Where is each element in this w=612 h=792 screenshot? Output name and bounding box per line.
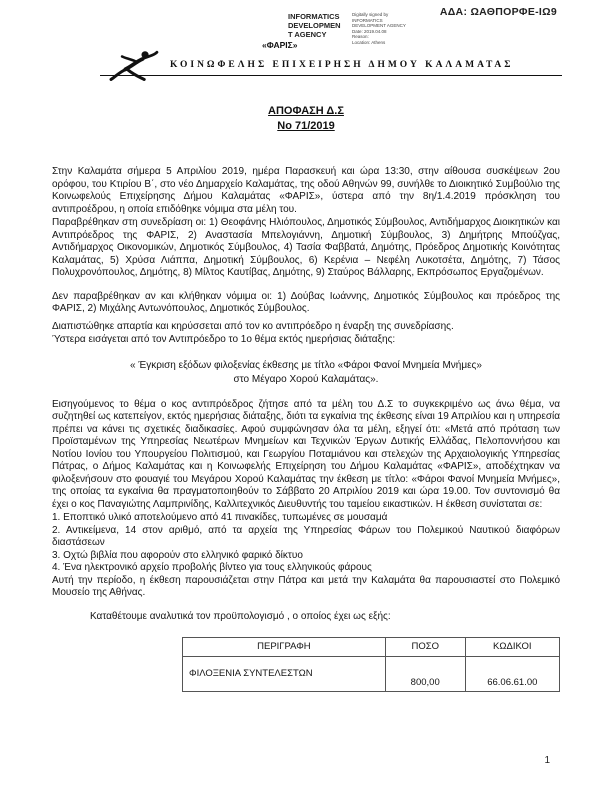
leaping-figure-logo-icon [108, 48, 160, 82]
column-header-amount: ΠΟΣΟ [385, 638, 465, 657]
org-header [100, 46, 562, 76]
stamp-signature-details [352, 12, 422, 45]
cell-description: ΦΙΛΟΞΕΝΙΑ ΣΥΝΤΕΛΕΣΤΩΝ [183, 657, 386, 692]
exhibition-items-list [52, 512, 560, 575]
stamp-agency-name [288, 12, 346, 39]
budget-intro: Καταθέτουμε αναλυτικά τον προϋπολογισμό , ο οποίος έχει ως εξής: [90, 610, 391, 622]
list-item: 1. Εποπτικό υλικό αποτελούμενο από 41 πινακίδες, τυπωμένες σε μουσαμά [52, 512, 388, 523]
decision-number: Νο 71/2019 [277, 120, 335, 132]
paragraph: Παραβρέθηκαν στη συνεδρίαση οι: 1) Θεοφάνης Ηλιόπουλος, Δημοτικός Σύμβουλος, Αντιδήμαρχος Διοικητικών και Αντιπρόεδρος της ΦΑΡΙΣ, 2) Αναστασία Μπελογιάννη, Δημοτική Σύμβουλος, 3) Δημήτρης Μπούζγας, Αντιδήμαρχος Οικονομικών, Δημοτικός Σύμβουλος, 4) Τασία Φαββατά, Δημότης, Πρόεδρος Δημοτικής Κοινότητας Καλαμάτας, 5) Χρύσα Λιάππα, Δημοτική Σύμβουλος, 6) Κερένια – Νεφέλη Λυκοτσέτα, Δημότης, 7) Τάσος Πολυχρονόπουλος, Δημότης, 8) Μίλτος Καυτίβας, Δημότης, 9) Σταύρος Βάλλαρης, Εκπρόσωπος Εργαζομένων. [52, 217, 560, 278]
table-header-row [183, 638, 560, 657]
paragraph: Διαπιστώθηκε απαρτία και κηρύσσεται από τον κο αντιπρόεδρο η έναρξη της συνεδρίασης. [52, 320, 454, 332]
stamp-detail-line: Digitally signed by [352, 12, 389, 17]
paragraph: Ύστερα εισάγεται από τον Αντιπρόεδρο το 1ο θέμα εκτός ημερήσιας διάταξης: [52, 334, 396, 345]
spacer [52, 601, 560, 611]
stamp-detail-line: Location: Athens [352, 39, 386, 45]
stamp-agency-line: DEVELOPMEN [288, 21, 341, 30]
decision-title: ΑΠΟΦΑΣΗ Δ.Σ [268, 105, 344, 117]
document-body [52, 166, 560, 692]
stamp-agency-line: INFORMATICS [288, 12, 340, 21]
spacer [52, 281, 560, 291]
list-item: 4. Ένα ηλεκτρονικό αρχείο προβολής βίντεο για τους ελληνικούς φάρους [52, 562, 372, 573]
paragraph: Στην Καλαμάτα σήμερα 5 Απριλίου 2019, ημέρα Παρασκευή και ώρα 13:30, στην αίθουσα συσκέψεων 2ου ορόφου, του Κτιρίου Β΄, στο νέο Δημαρχείο Καλαμάτας, της οδού Αθηνών 99, συνήλθε το Διοικητικό Συμβούλιο της Κοινωφελούς Επιχείρησης Δήμου Καλαμάτας «ΦΑΡΙΣ», ύστερα από την 8η/1.4.2019 πρόσκληση του αντιπροέδρου, η οποία επιδόθηκε νόμιμα στα μέλη του. [52, 166, 560, 215]
main-paragraph: Εισηγούμενος το θέμα ο κος αντιπρόεδρος ζήτησε από τα μέλη του Δ.Σ το συγκεκριμένο ως άνω θέμα, να συζητηθεί ως κατεπείγον, εκτός ημερήσιας διάταξης, διότι τα εγκαίνια της έκθεσης είναι 19 Απριλίου και η υπηρεσία πρέπει να κάνει τις σχετικές διαδικασίες. Αφού συμφώνησαν όλα τα μέλη, εξηγεί ότι: «Μετά από πρόταση των Προϊσταμένων της Υπηρεσίας Νεωτέρων Μνημείων και Τεχνικών Έργων Δυτικής Ελλάδας, Πελοποννήσου και Νοτίου Ιονίου του Υπουργείου Πολιτισμού, και Γεωργίου Ποταμιάνου και στελεχών της Αρχαιολογικής Υπηρεσίας Πάτρας, ο Δήμος Καλαμάτας και η Κοινωφελής Επιχείρηση του Δήμου Καλαμάτας «ΦΑΡΙΣ», αποδέχτηκαν να φιλοξενήσουν στο φουαγιέ του Μεγάρου Χορού Καλαμάτας την έκθεση με τίτλο: «Φάροι Φανοί Μνημεία Μνήμες», της οποίας τα εγκαίνια θα πραγματοποιηθούν το Σάββατο 20 Απριλίου 2019 και ώρα 19.00. Τον συντονισμό θα έχει ο κος Παναγιώτης Λαμπρινίδης, Καλλιτεχνικός Διευθυντής του ταμείου εικαστικών. Η έκθεση συνίσταται σε: [52, 398, 560, 510]
stamp-detail-line: DEVELOPMENT AGENCY [352, 23, 406, 28]
spacer [52, 348, 560, 358]
ada-code: ΑΔΑ: ΩΑΘΠΟΡΦΕ-ΙΩ9 [439, 6, 557, 18]
header-rule [100, 75, 562, 76]
stamp-detail-line: INFORMATICS [352, 17, 383, 23]
list-item: 2. Αντικείμενα, 14 στον αριθμό, από τα αρχεία της Υπηρεσίας Φάρων του Πολεμικού Ναυτικού διαφόρων διαστάσεων [52, 524, 560, 548]
column-header-codes: ΚΩΔΙΚΟΙ [465, 638, 559, 657]
budget-table [182, 637, 560, 692]
column-header-description: ΠΕΡΙΓΡΑΦΗ [183, 638, 386, 657]
cell-code: 66.06.61.00 [465, 657, 559, 692]
stamp-agency-line: T AGENCY [288, 30, 327, 39]
table-row [183, 657, 560, 692]
faris-label: «ΦΑΡΙΣ» [262, 40, 298, 50]
decision-heading [0, 104, 612, 134]
closing-paragraph: Αυτή την περίοδο, η έκθεση παρουσιάζεται στην Πάτρα και μετά την Καλαμάτα θα παρουσιαστεί στο Πολεμικό Μουσείο της Αθήνας. [52, 574, 560, 598]
topic-title-line: « Έγκριση εξόδων φιλοξενίας έκθεσης με τίτλο «Φάροι Φανοί Μνημεία Μνήμες» [130, 359, 482, 371]
spacer [52, 389, 560, 399]
stamp-detail-line: Reason: [352, 34, 369, 39]
list-item: 3. Οχτώ βιβλία που αφορούν στο ελληνικό φαρικό δίκτυο [52, 549, 303, 561]
cell-amount: 800,00 [385, 657, 465, 692]
digital-signature-stamp [288, 12, 422, 45]
org-title: ΚΟΙΝΩΦΕΛΗΣ ΕΠΙΧΕΙΡΗΣΗ ΔΗΜΟΥ ΚΑΛΑΜΑΤΑΣ [170, 60, 514, 70]
topic-title-line: στο Μέγαρο Χορού Καλαμάτας». [233, 374, 379, 385]
paragraph: Δεν παραβρέθηκαν αν και κλήθηκαν νόμιμα οι: 1) Δούβας Ιωάννης, Δημοτικός Σύμβουλος και πρόεδρος της ΦΑΡΙΣ, 2) Μιχάλης Αντωνόπουλος, Δημοτικός Σύμβουλος. [52, 290, 560, 314]
stamp-detail-line: Date: 2019.04.08 [352, 28, 387, 34]
page-number: 1 [544, 755, 550, 766]
